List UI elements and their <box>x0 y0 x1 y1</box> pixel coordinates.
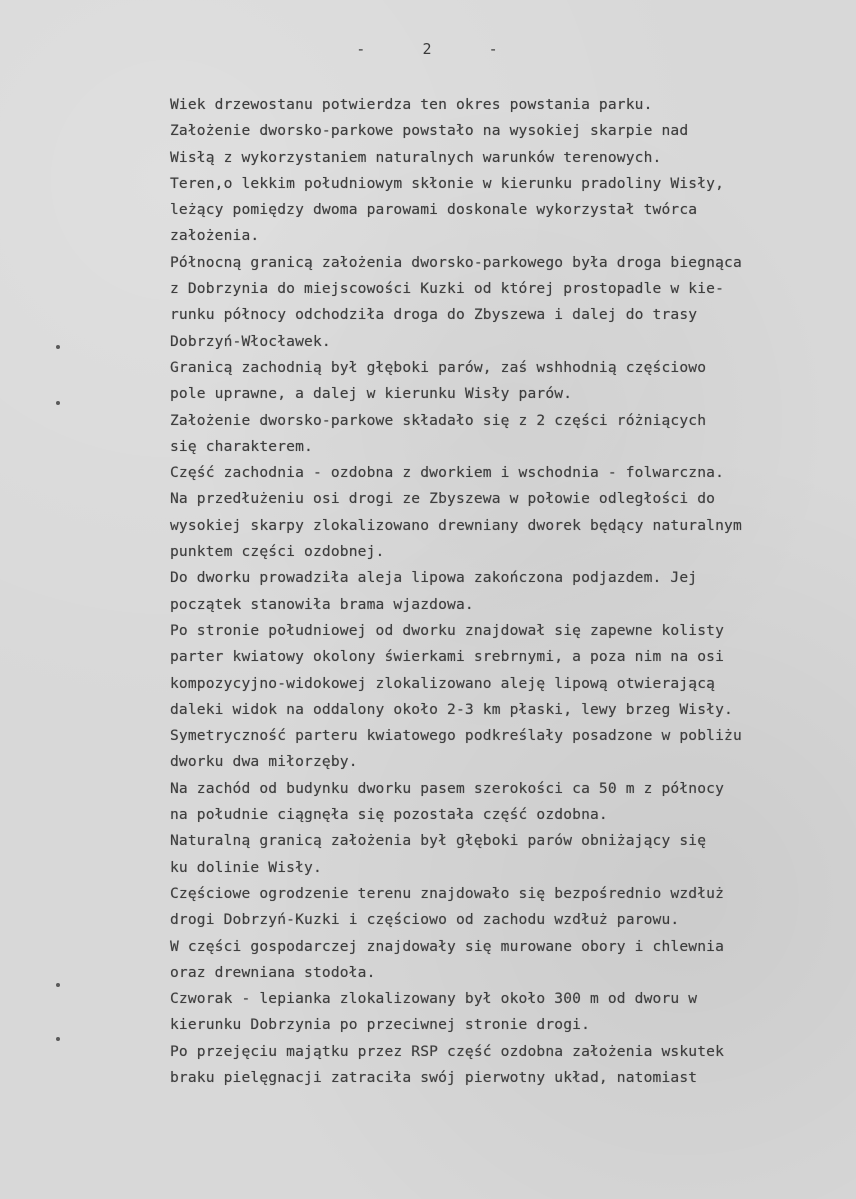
text-line: założenia. <box>170 227 260 245</box>
text-line: punktem części ozdobnej. <box>170 543 385 561</box>
margin-dot <box>56 1037 60 1041</box>
text-line: Założenie dworsko-parkowe powstało na wysokiej skarpie nad <box>170 122 689 140</box>
text-line: dworku dwa miłorzęby. <box>170 753 358 771</box>
text-line: się charakterem. <box>170 437 313 455</box>
text-line: z Dobrzynia do miejscowości Kuzki od której prostopadle w kie- <box>170 280 725 298</box>
text-line: Wisłą z wykorzystaniem naturalnych warunków terenowych. <box>170 148 662 166</box>
text-line: Czworak - lepianka zlokalizowany był około 300 m od dworu w <box>170 990 698 1008</box>
text-line: Na zachód od budynku dworku pasem szerokości ca 50 m z północy <box>170 779 725 797</box>
text-line: oraz drewniana stodoła. <box>170 963 376 981</box>
margin-dot <box>56 401 60 405</box>
text-line: parter kwiatowy okolony świerkami srebrnymi, a poza nim na osi <box>170 648 725 666</box>
text-line: leżący pomiędzy dwoma parowami doskonale wykorzystał twórca <box>170 201 698 219</box>
text-line: Symetryczność parteru kwiatowego podkreślały posadzone w pobliżu <box>170 727 742 745</box>
text-line: początek stanowiła brama wjazdowa. <box>170 595 474 613</box>
text-line: pole uprawne, a dalej w kierunku Wisły parów. <box>170 385 573 403</box>
text-line: Po przejęciu majątku przez RSP część ozdobna założenia wskutek <box>170 1042 725 1060</box>
text-line: ku dolinie Wisły. <box>170 858 322 876</box>
page-number: - 2 - <box>356 40 500 58</box>
text-line: Założenie dworsko-parkowe składało się z 2 części różniących <box>170 411 707 429</box>
text-line: Na przedłużeniu osi drogi ze Zbyszewa w połowie odległości do <box>170 490 716 508</box>
margin-dot <box>56 345 60 349</box>
text-line: Dobrzyń-Włocławek. <box>170 332 331 350</box>
text-line: Do dworku prowadziła aleja lipowa zakończona podjazdem. Jej <box>170 569 698 587</box>
body-text <box>170 92 850 1091</box>
text-line: Północną granicą założenia dworsko-parkowego była droga biegnąca <box>170 253 742 271</box>
margin-dot <box>56 983 60 987</box>
text-line: W części gospodarczej znajdowały się murowane obory i chlewnia <box>170 937 725 955</box>
text-line: Wiek drzewostanu potwierdza ten okres powstania parku. <box>170 96 653 113</box>
text-line: wysokiej skarpy zlokalizowano drewniany dworek będący naturalnym <box>170 516 742 534</box>
text-line: Część zachodnia - ozdobna z dworkiem i wschodnia - folwarczna. <box>170 464 725 482</box>
text-line: na południe ciągnęła się pozostała część ozdobna. <box>170 806 608 824</box>
text-line: Granicą zachodnią był głęboki parów, zaś wshhodnią częściowo <box>170 358 707 376</box>
text-line: runku północy odchodziła droga do Zbyszewa i dalej do trasy <box>170 306 698 324</box>
text-line: Naturalną granicą założenia był głęboki parów obniżający się <box>170 832 707 850</box>
text-line: Teren,o lekkim południowym skłonie w kierunku pradoliny Wisły, <box>170 174 725 192</box>
text-line: Po stronie południowej od dworku znajdował się zapewne kolisty <box>170 621 725 639</box>
text-line: Częściowe ogrodzenie terenu znajdowało się bezpośrednio wzdłuż <box>170 884 725 902</box>
text-line: kierunku Dobrzynia po przeciwnej stronie drogi. <box>170 1016 591 1034</box>
text-line: daleki widok na oddalony około 2-3 km płaski, lewy brzeg Wisły. <box>170 700 733 718</box>
text-line: braku pielęgnacji zatraciła swój pierwotny układ, natomiast <box>170 1068 698 1086</box>
text-line: kompozycyjno-widokowej zlokalizowano aleję lipową otwierającą <box>170 674 716 692</box>
text-line: drogi Dobrzyń-Kuzki i częściowo od zachodu wzdłuż parowu. <box>170 911 680 929</box>
